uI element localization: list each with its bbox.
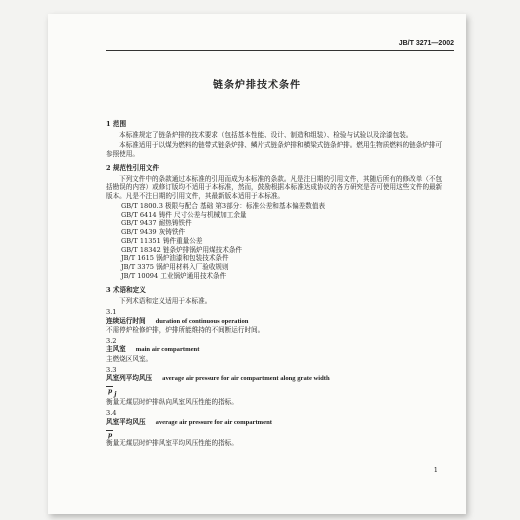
reference-item: GB/T 1800.3 极限与配合 基础 第3部分：标准公差和基本偏差数值表 — [121, 201, 326, 210]
term-english: duration of continuous operation — [155, 317, 249, 325]
document-page — [48, 14, 466, 514]
term-definition: 主燃烧区风室。 — [106, 354, 153, 363]
term-title — [106, 418, 446, 427]
term-english: average air pressure for air compartment — [155, 418, 272, 426]
term-number: 3.2 — [106, 337, 117, 346]
term-number: 3.1 — [106, 308, 117, 317]
term-english: average air pressure for air compartment along grate width — [162, 375, 330, 383]
paragraph: 下列文件中的条款通过本标准的引用而成为本标准的条款。凡是注日期的引用文件，其随后所有的修改单（不包括勘误的内容）或修订版均不适用于本标准，然而，鼓励根据本标准达成协议的各方研究是否可使用这些文件的最新版本。凡是不注日期的引用文件，其最新版本适用于本标准。 — [106, 175, 443, 200]
term-number: 3.3 — [106, 365, 117, 374]
page-number: 1 — [433, 465, 438, 474]
term-entry — [106, 366, 446, 407]
term-title — [106, 345, 446, 354]
symbol-overline — [106, 430, 113, 431]
paragraph: 下列术语和定义适用于本标准。 — [119, 297, 212, 306]
term-number: 3.4 — [106, 409, 117, 418]
term-chinese: 连续运行时间 — [106, 316, 146, 325]
document-title: 链条炉排技术条件 — [213, 80, 301, 91]
reference-item: GB/T 9439 灰铸铁件 — [121, 228, 186, 237]
term-symbol — [106, 386, 446, 398]
reference-item: GB/T 9437 耐热铸铁件 — [121, 219, 192, 228]
section-normative-references — [106, 164, 446, 280]
reference-item: JB/T 10094 工业锅炉通用技术条件 — [121, 271, 227, 280]
term-definition: 衡量无煤层时炉排纵向风室风压性能的指标。 — [106, 398, 238, 407]
reference-list — [121, 202, 446, 280]
section-scope — [106, 120, 446, 158]
term-english: main air compartment — [135, 346, 200, 354]
reference-item: GB/T 18342 链条炉排锅炉用煤技术条件 — [121, 245, 243, 254]
term-title — [106, 317, 446, 326]
document-body — [106, 114, 446, 448]
standard-number: JB/T 3271—2002 — [398, 40, 454, 47]
paragraph: 本标准适用于以煤为燃料的链带式链条炉排、鳞片式链条炉排和横梁式链条炉排。燃用生物质燃料的链条炉排可参照使用。 — [106, 141, 443, 158]
reference-item: GB/T 6414 铸件 尺寸公差与机械加工余量 — [121, 210, 247, 219]
term-entry — [106, 337, 446, 363]
reference-item: JB/T 3375 锅炉用材料入厂验收规则 — [121, 263, 229, 272]
term-chinese: 主风室 — [106, 345, 126, 354]
term-definition: 不需停炉检修炉排，炉排所能维持的不间断运行时间。 — [106, 325, 265, 334]
header-rule — [106, 50, 454, 51]
term-chinese: 风室列平均风压 — [106, 374, 153, 383]
term-entry — [106, 308, 446, 334]
paragraph: 本标准规定了链条炉排的技术要求（包括基本性能、设计、制造和组装）、检验与试验以及涂漆包装。 — [119, 131, 413, 140]
reference-item: JB/T 1615 锅炉油漆和包装技术条件 — [121, 254, 229, 263]
section-heading: 1 范围 — [106, 120, 127, 128]
section-heading: 3 术语和定义 — [106, 285, 146, 294]
term-definition: 衡量无煤层时炉排风室平均风压性能的指标。 — [106, 439, 238, 448]
section-terms — [106, 286, 446, 448]
symbol-subscript: j — [114, 390, 117, 398]
symbol-letter: p — [108, 431, 113, 439]
section-heading: 2 规范性引用文件 — [106, 163, 160, 172]
term-symbol — [106, 430, 446, 440]
term-chinese: 风室平均风压 — [106, 417, 146, 426]
symbol-letter: p — [108, 388, 113, 396]
reference-item: GB/T 11351 铸件重量公差 — [121, 236, 203, 245]
term-entry — [106, 409, 446, 447]
term-title — [106, 374, 446, 383]
